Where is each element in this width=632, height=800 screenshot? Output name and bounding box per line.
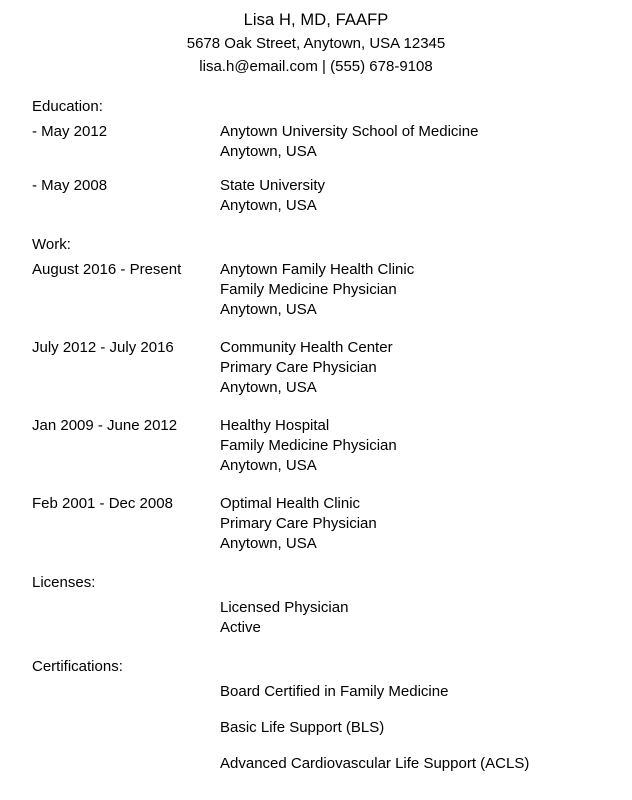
work-location: Anytown, USA xyxy=(220,379,317,396)
candidate-address: 5678 Oak Street, Anytown, USA 12345 xyxy=(186,35,446,52)
education-date: - May 2008 xyxy=(32,177,108,194)
work-location: Anytown, USA xyxy=(220,301,317,318)
education-details xyxy=(220,122,478,162)
license-details xyxy=(220,598,348,638)
work-date-range: July 2012 - July 2016 xyxy=(32,339,174,356)
license-name: Licensed Physician xyxy=(220,599,349,616)
work-title: Primary Care Physician xyxy=(220,515,377,532)
work-location: Anytown, USA xyxy=(220,535,317,552)
section-title-certifications: Certifications: xyxy=(32,658,123,675)
education-entry xyxy=(32,122,632,162)
work-employer: Anytown Family Health Clinic xyxy=(220,261,415,278)
certification-details xyxy=(220,754,529,774)
work-location: Anytown, USA xyxy=(220,457,317,474)
candidate-name: Lisa H, MD, FAAFP xyxy=(243,11,389,29)
certification-details xyxy=(220,718,384,738)
work-entry xyxy=(32,260,632,320)
certification-entry xyxy=(32,754,632,774)
license-entry xyxy=(32,598,632,638)
work-entry xyxy=(32,494,632,554)
education-details xyxy=(220,176,325,216)
education-location: Anytown, USA xyxy=(220,197,317,214)
work-details xyxy=(220,494,377,554)
license-status: Active xyxy=(220,619,261,636)
education-location: Anytown, USA xyxy=(220,143,317,160)
certification-details xyxy=(220,682,448,702)
education-institution: State University xyxy=(220,177,326,194)
work-title: Primary Care Physician xyxy=(220,359,377,376)
certification-entry xyxy=(32,682,632,702)
certification-entry xyxy=(32,718,632,738)
certification-name: Basic Life Support (BLS) xyxy=(220,719,385,736)
work-employer: Optimal Health Clinic xyxy=(220,495,361,512)
work-title: Family Medicine Physician xyxy=(220,281,397,298)
work-employer: Community Health Center xyxy=(220,339,393,356)
education-institution: Anytown University School of Medicine xyxy=(220,123,479,140)
certification-name: Board Certified in Family Medicine xyxy=(220,683,449,700)
work-details xyxy=(220,338,393,398)
work-title: Family Medicine Physician xyxy=(220,437,397,454)
certification-name: Advanced Cardiovascular Life Support (ACLS) xyxy=(220,755,530,772)
candidate-contact: lisa.h@email.com | (555) 678-9108 xyxy=(199,58,433,75)
education-date: - May 2012 xyxy=(32,123,108,140)
work-employer: Healthy Hospital xyxy=(220,417,330,434)
work-details xyxy=(220,416,397,476)
education-entry xyxy=(32,176,632,216)
work-date-range: Feb 2001 - Dec 2008 xyxy=(32,495,173,512)
resume-header xyxy=(0,8,632,78)
work-entry xyxy=(32,338,632,398)
section-title-work: Work: xyxy=(32,236,71,253)
section-title-education: Education: xyxy=(32,98,103,115)
work-entry xyxy=(32,416,632,476)
work-details xyxy=(220,260,414,320)
work-date-range: August 2016 - Present xyxy=(32,261,182,278)
work-date-range: Jan 2009 - June 2012 xyxy=(32,417,178,434)
section-title-licenses: Licenses: xyxy=(32,574,96,591)
